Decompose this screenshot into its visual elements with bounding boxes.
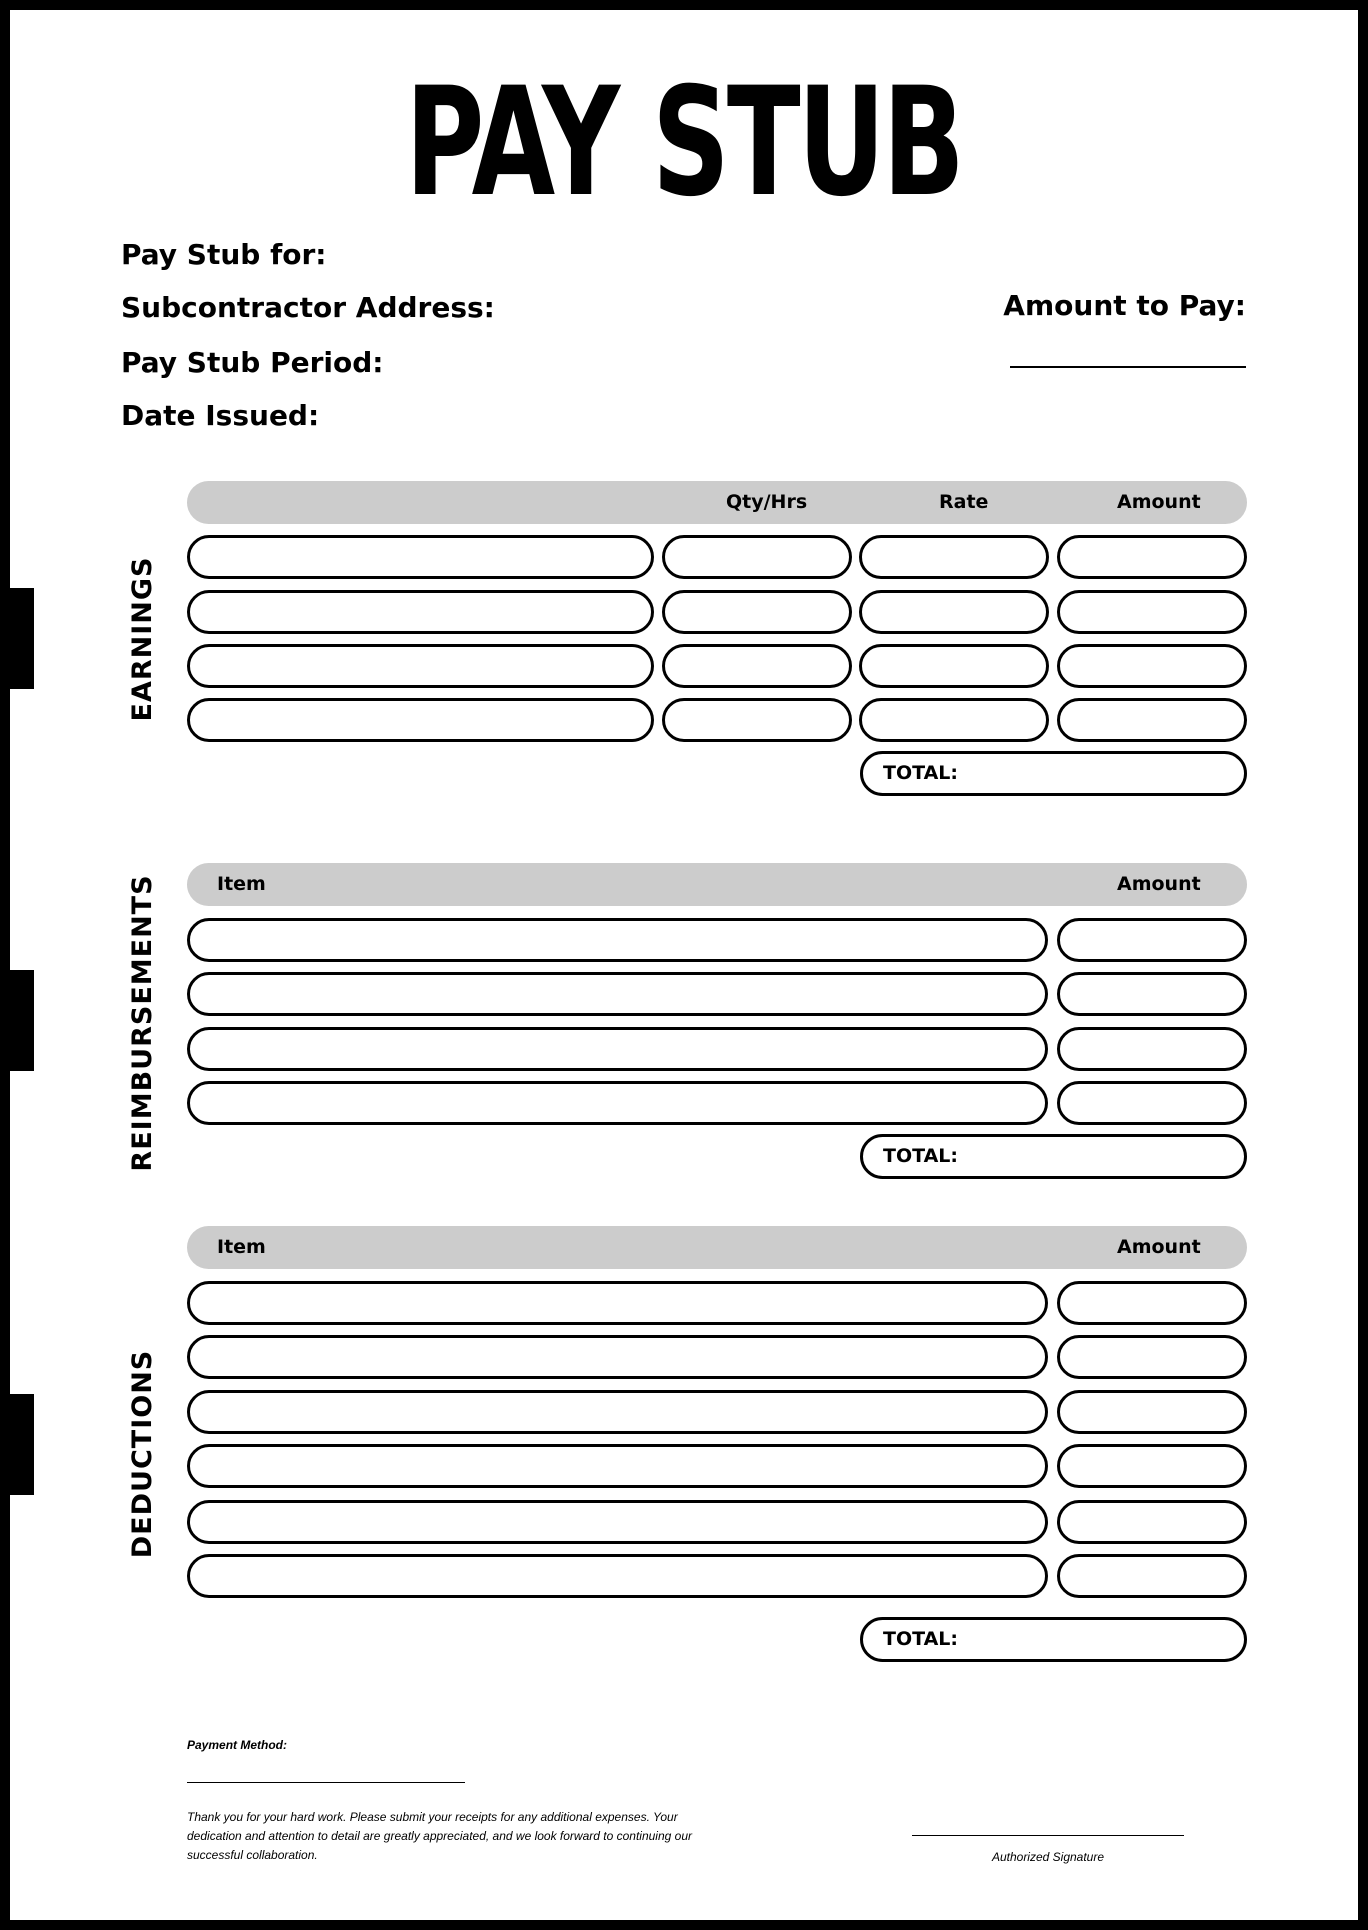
deductions-section-label: DEDUCTIONS [127, 1349, 158, 1559]
reimbursement-item-field[interactable] [187, 918, 1048, 962]
binder-tab [10, 588, 34, 689]
earnings-amount-field[interactable] [1057, 590, 1247, 634]
reimbursement-amount-field[interactable] [1057, 1081, 1247, 1125]
earnings-qty-field[interactable] [662, 644, 852, 688]
deductions-total-label: TOTAL: [883, 1628, 959, 1650]
earnings-header [187, 481, 1247, 524]
amount-column-header: Amount [1117, 873, 1201, 895]
pay-stub-for-label: Pay Stub for: [121, 238, 327, 271]
deduction-item-field[interactable] [187, 1554, 1048, 1598]
earnings-rate-field[interactable] [859, 644, 1049, 688]
earnings-total-label: TOTAL: [883, 762, 959, 784]
item-column-header: Item [217, 1236, 266, 1258]
deduction-amount-field[interactable] [1057, 1281, 1247, 1325]
reimbursement-amount-field[interactable] [1057, 918, 1247, 962]
earnings-rate-field[interactable] [859, 535, 1049, 579]
earnings-amount-field[interactable] [1057, 698, 1247, 742]
earnings-total-field[interactable] [860, 751, 1247, 796]
deduction-amount-field[interactable] [1057, 1554, 1247, 1598]
amount-to-pay-label: Amount to Pay: [1003, 289, 1246, 322]
deduction-item-field[interactable] [187, 1390, 1048, 1434]
deduction-amount-field[interactable] [1057, 1390, 1247, 1434]
qty-hrs-column-header: Qty/Hrs [726, 491, 808, 513]
earnings-qty-field[interactable] [662, 698, 852, 742]
signature-line[interactable] [912, 1835, 1184, 1836]
earnings-qty-field[interactable] [662, 535, 852, 579]
pay-stub-period-label: Pay Stub Period: [121, 346, 384, 379]
reimbursement-amount-field[interactable] [1057, 1027, 1247, 1071]
earnings-description-field[interactable] [187, 698, 654, 742]
binder-tab [10, 1394, 34, 1495]
deductions-header [187, 1226, 1247, 1269]
subcontractor-address-label: Subcontractor Address: [121, 291, 495, 324]
earnings-description-field[interactable] [187, 590, 654, 634]
reimbursement-amount-field[interactable] [1057, 972, 1247, 1016]
deductions-total-field[interactable] [860, 1617, 1247, 1662]
reimbursement-item-field[interactable] [187, 1027, 1048, 1071]
earnings-description-field[interactable] [187, 535, 654, 579]
earnings-section-label: EARNINGS [127, 556, 158, 722]
pay-stub-page [10, 10, 1358, 1920]
deduction-item-field[interactable] [187, 1444, 1048, 1488]
reimbursement-item-field[interactable] [187, 972, 1048, 1016]
earnings-qty-field[interactable] [662, 590, 852, 634]
payment-method-line[interactable] [187, 1782, 465, 1783]
earnings-rate-field[interactable] [859, 698, 1049, 742]
thank-you-note: Thank you for your hard work. Please submit your receipts for any additional expenses. Your dedication and attention to detail are greatly appreciated, and we look forward to continuing our successful collaboration. [187, 1810, 692, 1862]
payment-method-label: Payment Method: [187, 1738, 288, 1752]
earnings-amount-field[interactable] [1057, 535, 1247, 579]
deduction-amount-field[interactable] [1057, 1500, 1247, 1544]
reimbursements-total-field[interactable] [860, 1134, 1247, 1179]
binder-tab [10, 970, 34, 1071]
earnings-amount-field[interactable] [1057, 644, 1247, 688]
deduction-item-field[interactable] [187, 1335, 1048, 1379]
earnings-rate-field[interactable] [859, 590, 1049, 634]
deduction-item-field[interactable] [187, 1500, 1048, 1544]
deduction-amount-field[interactable] [1057, 1335, 1247, 1379]
amount-column-header: Amount [1117, 1236, 1201, 1258]
date-issued-label: Date Issued: [121, 399, 320, 432]
amount-column-header: Amount [1117, 491, 1201, 513]
reimbursements-total-label: TOTAL: [883, 1145, 959, 1167]
item-column-header: Item [217, 873, 266, 895]
reimbursement-item-field[interactable] [187, 1081, 1048, 1125]
amount-to-pay-line[interactable] [1010, 366, 1246, 368]
rate-column-header: Rate [939, 491, 989, 513]
deduction-amount-field[interactable] [1057, 1444, 1247, 1488]
reimbursements-section-label: REIMBURSEMENTS [127, 874, 158, 1172]
earnings-description-field[interactable] [187, 644, 654, 688]
page-title: PAY STUB [405, 56, 963, 230]
signature-label: Authorized Signature [991, 1850, 1105, 1864]
reimbursements-header [187, 863, 1247, 906]
deduction-item-field[interactable] [187, 1281, 1048, 1325]
